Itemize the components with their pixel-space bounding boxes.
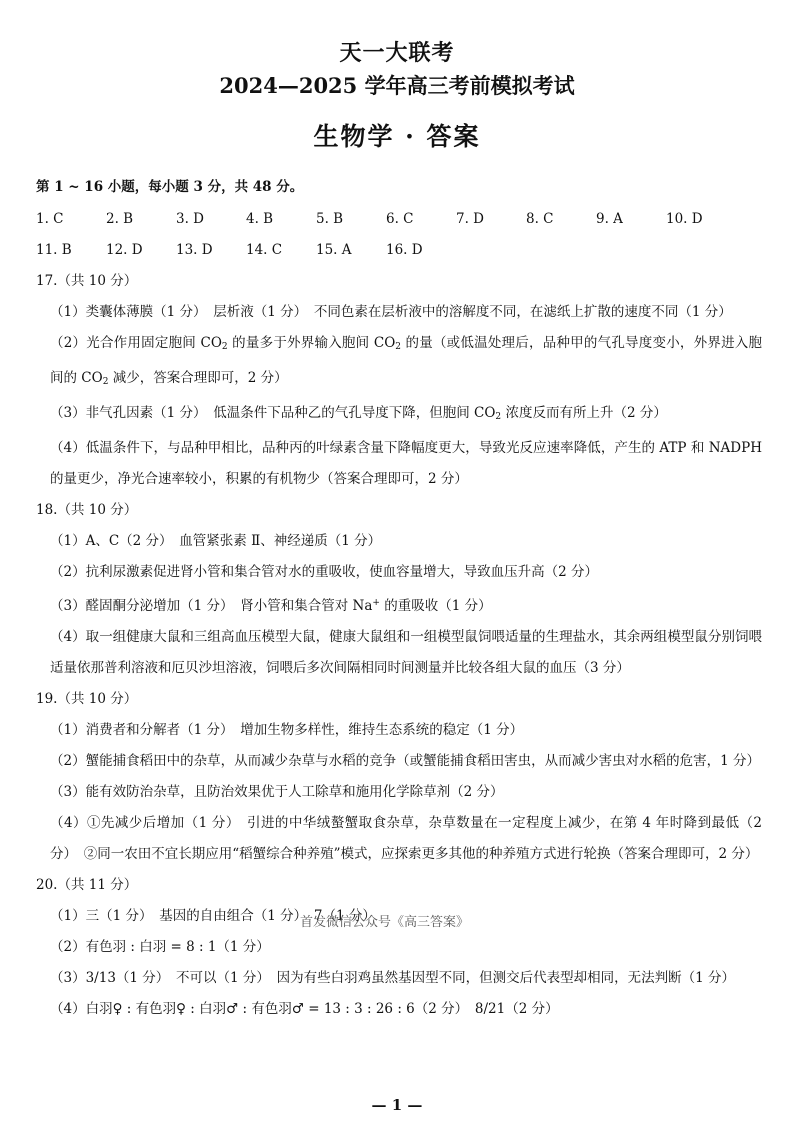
mc-answer: 8. C bbox=[526, 211, 554, 227]
subject-title: 生物学 · 答案 bbox=[313, 122, 481, 151]
q17-part-2-text-a: （2）光合作用固定胞间 CO bbox=[50, 335, 222, 351]
exam-name-title: 2024—2025 学年高三考前模拟考试 bbox=[219, 73, 575, 98]
watermark-text: 首发微信公众号《高三答案》 bbox=[300, 915, 470, 930]
q18-part-4: （4）取一组健康大鼠和三组高血压模型大鼠，健康大鼠组和一组模型鼠饲喂适量的生理盐水，其余两组模型鼠分别饲喂适量依那普利溶液和厄贝沙坦溶液，饲喂后多次间隔相同时间测量并比较各组大鼠的血压（3 分） bbox=[50, 629, 762, 676]
q17-part-2-text-c: 的量（或低温处理后，品种甲的气孔导度变小，外界进入胞间的 CO bbox=[50, 335, 763, 386]
q19-part-4: （4）①先减少后增加（1 分） 引进的中华绒螯蟹取食杂草，杂草数量在一定程度上减少，在第 4 年时降到最低（2 分） ②同一农田不宜长期应用“稻蟹综合种养殖”模式，应探索更多其他的种养殖方式进行轮换（答案合理即可，2 分） bbox=[50, 815, 762, 862]
question-17-heading: 17.（共 10 分） bbox=[36, 273, 138, 289]
q18-part-2: （2）抗利尿激素促进肾小管和集合管对水的重吸收，使血容量增大，导致血压升高（2 分） bbox=[50, 564, 598, 580]
mc-instruction: 第 1 ~ 16 小题，每小题 3 分，共 48 分。 bbox=[36, 179, 304, 195]
answer-content bbox=[36, 176, 762, 1025]
q17-part-4: （4）低温条件下，与品种甲相比，品种丙的叶绿素含量下降幅度更大，导致光反应速率降低，产生的 ATP 和 NADPH 的量更少，净光合速率较小，积累的有机物少（答案合理即可，2 分） bbox=[50, 440, 762, 487]
subscript-2: 2 bbox=[102, 377, 109, 387]
mc-answer: 13. D bbox=[176, 242, 213, 258]
question-19-heading: 19.（共 10 分） bbox=[36, 691, 138, 707]
mc-answer: 11. B bbox=[36, 242, 72, 258]
mc-answer: 5. B bbox=[316, 211, 344, 227]
q17-part-3-text-b: 浓度反而有所上升（2 分） bbox=[501, 405, 667, 421]
q19-part-3: （3）能有效防治杂草，且防治效果优于人工除草和施用化学除草剂（2 分） bbox=[50, 784, 504, 800]
mc-answer: 9. A bbox=[596, 211, 623, 227]
mc-answer: 6. C bbox=[386, 211, 414, 227]
mc-answer: 1. C bbox=[36, 211, 64, 227]
subscript-2: 2 bbox=[495, 412, 502, 422]
q18-part-3 bbox=[36, 588, 762, 622]
q20-part-4: （4）白羽♀ : 有色羽♀ : 白羽♂ : 有色羽♂ = 13 : 3 : 26 : 6（2 分） 8/21（2 分） bbox=[50, 1001, 559, 1017]
q17-part-2 bbox=[36, 328, 762, 398]
mc-answer-row-2 bbox=[36, 235, 762, 266]
q17-part-2-text-d: 减少，答案合理即可，2 分） bbox=[108, 370, 288, 386]
page-number: — 1 — bbox=[371, 1096, 423, 1114]
mc-answer: 10. D bbox=[666, 211, 703, 227]
q20-part-2: （2）有色羽 : 白羽 = 8 : 1（1 分） bbox=[50, 939, 270, 955]
superscript-plus: + bbox=[372, 598, 380, 608]
q17-part-2-text-b: 的量多于外界输入胞间 CO bbox=[227, 335, 396, 351]
mc-answer: 15. A bbox=[316, 242, 352, 258]
q19-part-2: （2）蟹能捕食稻田中的杂草，从而减少杂草与水稻的竞争（或蟹能捕食稻田害虫，从而减少害虫对水稻的危害，1 分） bbox=[50, 753, 760, 769]
mc-answer: 4. B bbox=[246, 211, 274, 227]
q17-part-3 bbox=[36, 398, 762, 433]
mc-answer: 14. C bbox=[246, 242, 283, 258]
mc-answer: 16. D bbox=[386, 242, 423, 258]
q20-part-1: （1）三（1 分） 基因的自由组合（1 分） 7（1 分） bbox=[50, 908, 376, 924]
mc-answer: 12. D bbox=[106, 242, 143, 258]
q17-part-3-text-a: （3）非气孔因素（1 分） 低温条件下品种乙的气孔导度下降，但胞间 CO bbox=[50, 405, 496, 421]
q19-part-1: （1）消费者和分解者（1 分） 增加生物多样性，维持生态系统的稳定（1 分） bbox=[50, 722, 524, 738]
mc-answer-row-1 bbox=[36, 204, 762, 235]
q18-part-3-text-b: 的重吸收（1 分） bbox=[379, 598, 492, 614]
subscript-2: 2 bbox=[395, 342, 402, 352]
mc-answer: 7. D bbox=[456, 211, 484, 227]
q18-part-3-text-a: （3）醛固酮分泌增加（1 分） 肾小管和集合管对 Na bbox=[50, 598, 373, 614]
q18-part-1: （1）A、C（2 分） 血管紧张素 Ⅱ、神经递质（1 分） bbox=[50, 533, 382, 549]
mc-answer: 2. B bbox=[106, 211, 134, 227]
subscript-2: 2 bbox=[221, 342, 228, 352]
q17-part-1: （1）类囊体薄膜（1 分） 层析液（1 分） 不同色素在层析液中的溶解度不同，在滤纸上扩散的速度不同（1 分） bbox=[50, 304, 732, 320]
question-18-heading: 18.（共 10 分） bbox=[36, 502, 138, 518]
mc-answer: 3. D bbox=[176, 211, 204, 227]
question-20-heading: 20.（共 11 分） bbox=[36, 877, 138, 893]
exam-organizer-title: 天一大联考 bbox=[339, 40, 455, 66]
q20-part-3: （3）3/13（1 分） 不可以（1 分） 因为有些白羽鸡虽然基因型不同，但测交后代表型却相同，无法判断（1 分） bbox=[50, 970, 736, 986]
